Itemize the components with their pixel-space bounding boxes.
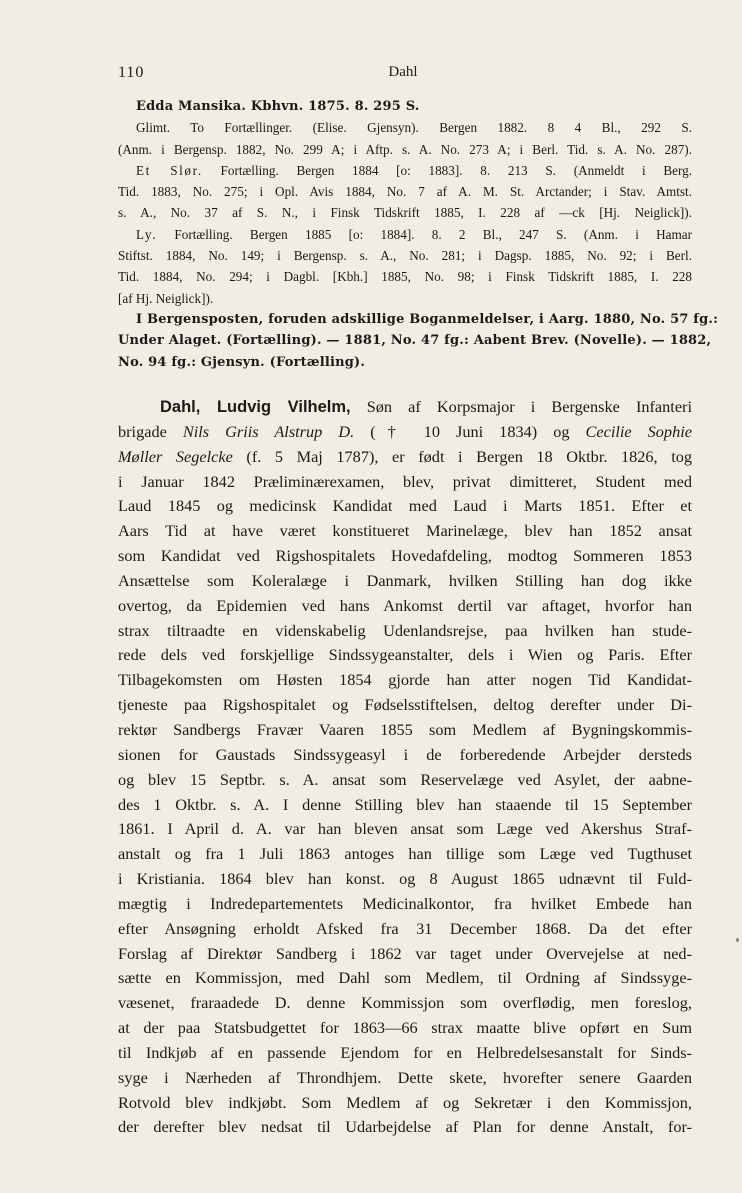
bib-ly-line: [af Hj. Neiglick]). [118,290,214,306]
page-number: 110 [118,64,145,81]
bib-glimt-line: (Anm. i Bergensp. 1882, No. 299 A; i Aftp. s. A. No. 273 A; i Berl. Tid. s. A. No. 287). [118,141,692,157]
entry-text: († 10 Juni 1834) og [370,421,570,441]
bib-bergensposten-line: I Bergensposten, foruden adskillige Boganmeldelser, i Aarg. 1880, No. 57 fg.: [136,311,719,327]
mother-name: Cecilie Sophie [585,421,692,441]
bib-ly-line: Stiftst. 1884, No. 149; i Bergensp. s. A., No. 281; i Dagsp. 1885, No. 92; i Berl. [118,248,692,264]
entry-line: Ansættelse som Koleralæge i Danmark, hvilken Stilling han dog ikke [118,570,692,590]
entry-line: mægtig i Indredepartementets Medicinalkontor, fra hvilket Embede han [118,893,692,913]
entry-line: Laud 1845 og medicinsk Kandidat med Laud i Marts 1851. Efter et [118,496,692,516]
entry-text: Søn af Korpsmajor i Bergenske Infanteri [366,397,692,416]
entry-line: efter Ansøgning erholdt Afsked fra 31 December 1868. Da det efter [118,918,692,938]
page-header [118,64,688,88]
entry-line [118,445,692,470]
bib-etslor-line: Tid. 1883, No. 275; i Opl. Avis 1884, No. 7 af A. M. St. Arctander; i Stav. Amtst. [118,184,692,200]
entry-line: som Kandidat ved Rigshospitalets Hovedafdeling, modtog Sommeren 1853 [118,546,692,566]
bib-text: Fortælling. Bergen 1885 [o: 1884]. 8. 2 Bl., 247 S. (Anm. i Hamar [174,226,693,242]
entry-line: rektør Sandbergs Fravær Vaaren 1855 som Medlem af Bygningskommis- [118,719,692,739]
entry-line: Tilbagekomsten om Høsten 1854 gjorde han atter nogen Tid Kandidat- [118,670,692,690]
bib-title: Et Slør. [136,162,203,178]
bib-bergensposten-line: No. 94 fg.: Gjensyn. (Fortælling). [118,354,366,370]
bib-edda: Edda Mansika. Kbhvn. 1875. 8. 295 S. [136,99,420,114]
entry-line: Aars Tid at have været konstitueret Marinelæge, blev han 1852 ansat [118,521,692,541]
father-name: Nils Griis Alstrup D. [182,421,355,441]
bib-etslor-line [118,160,692,181]
entry-line: 1861. I April d. A. var han bleven ansat som Læge ved Akershus Straf- [118,819,692,839]
entry-line: at der paa Statsbudgettet for 1863—66 strax maatte blive opført en Sum [118,1018,692,1038]
entry-line [118,395,692,420]
entry-line: sionen for Gaustads Sindssygeasyl i de forberedende Arbejder dersteds [118,744,692,764]
entry-name: Dahl, Ludvig Vilhelm, [160,398,351,416]
bib-etslor-line: s. A., No. 37 af S. N., i Finsk Tidskrift 1885, I. 228 af —ck [Hj. Neiglick]). [118,205,692,221]
entry-line: Forslag af Direktør Sandberg i 1862 var taget under Overvejelse at ned- [118,943,692,963]
entry-line: der derefter blev nedsat til Udarbejdelse af Plan for denne Anstalt, for- [118,1117,692,1137]
bib-text: Fortælling. Bergen 1884 [o: 1883]. 8. 213 S. (Anmeldt i Berg. [220,162,693,178]
entry-line: overtog, da Epidemien ved hans Ankomst dertil var aftaget, hvorfor han [118,595,692,615]
bib-glimt-line: Glimt. To Fortællinger. (Elise. Gjensyn). Bergen 1882. 8 4 Bl., 292 S. [136,120,692,136]
entry-line: og blev 15 Septbr. s. A. ansat som Reservelæge ved Asylet, der aabne- [118,769,692,789]
entry-line: sætte en Kommissjon, med Dahl som Medlem, til Ordning af Sindssyge- [118,968,692,988]
entry-line: strax tiltraadte en videnskabelig Udenlandsrejse, paa hvilken han stude- [118,620,692,640]
entry-text: (f. 5 Maj 1787), er født i Bergen 18 Oktbr. 1826, tog [246,446,692,466]
entry-line [118,420,692,445]
running-head: Dahl [388,64,418,80]
entry-line: des 1 Oktbr. s. A. I denne Stilling blev han staaende til 15 September [118,794,692,814]
entry-line: anstalt og fra 1 Juli 1863 antoges han tillige som Læge ved Tugthuset [118,844,692,864]
bib-ly-line [118,224,692,245]
bib-title: Ly. [136,226,158,242]
entry-line: rede dels ved forskjellige Sindssygeanstalter, dels i Wien og Paris. Efter [118,645,692,665]
entry-line: syge i Nærheden af Throndhjem. Dette skete, hvorefter senere Gaarden [118,1067,692,1087]
bib-ly-line: Tid. 1884, No. 294; i Dagbl. [Kbh.] 1885, No. 98; i Finsk Tidskrift 1885, I. 228 [118,269,692,285]
mother-name: Møller Segelcke [118,446,233,466]
entry-line: til Indkjøb af en passende Ejendom for en Helbredelsesanstalt for Sinds- [118,1042,692,1062]
paper-speck [736,938,739,942]
entry-text: brigade [118,421,167,441]
bib-bergensposten-line: Under Alaget. (Fortælling). — 1881, No. 47 fg.: Aabent Brev. (Novelle). — 1882, [118,333,712,349]
entry-line: væsenet, fraraadede D. denne Kommissjon som overflødig, men foreslog, [118,993,692,1013]
bibliography-block [118,96,719,373]
entry-line: i Januar 1842 Præliminærexamen, blev, privat dimitteret, Student med [118,471,692,491]
entry-line: i Kristiania. 1864 blev han konst. og 8 August 1865 udnævnt til Fuld- [118,869,692,889]
entry-line: Rotvold blev indkjøbt. Som Medlem af og Sekretær i den Kommissjon, [118,1092,692,1112]
biography-entry [118,395,692,1140]
entry-line: tjeneste paa Rigshospitalet og Fødselsstiftelsen, deltog derefter under Di- [118,695,692,715]
